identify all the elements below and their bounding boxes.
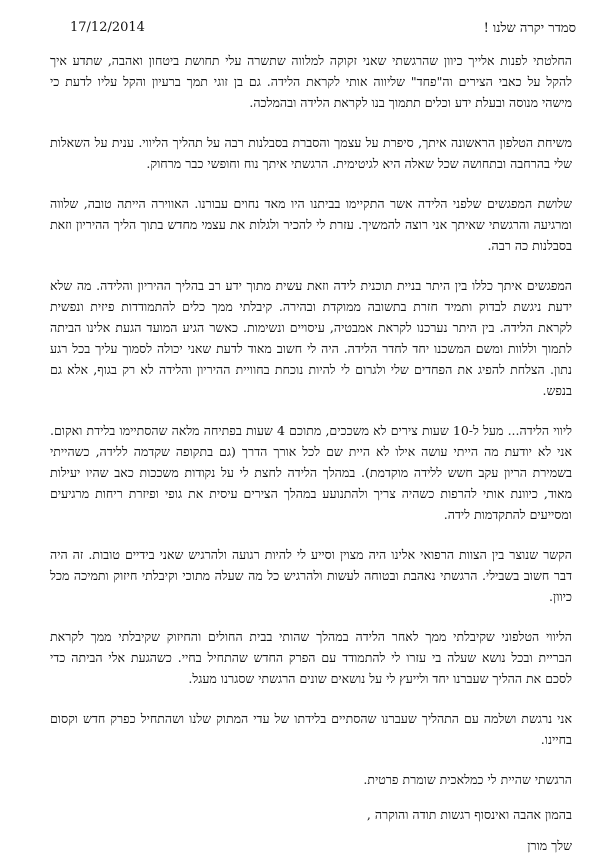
paragraph-3: שלושת המפגשים שלפני הלידה אשר התקיימו בביתנו היו מאד נחוים עבורנו. האווירה הייתה טובה, שלווה ומרגיעה והרגשתי שאיתך אני רוצה להמשיך. עזרת לי להכיר ולגלות את עצמי מחדש בתוך הליך ההיריון וזאת בסבלנות כה רבה. [50,196,572,253]
letter-body [50,50,572,856]
letter-date: 17/12/2014 [70,20,145,35]
paragraph-5: ליווי הלידה... מעל ל-10 שעות צירים לא משככים, מתוכם 4 שעות בפתיחה מלאה שהסתיימו בלידת ואקום. אני לא יודעת מה הייתי עושה אילו לא היית שם לכל אורך הדרך (גם בתקופה שקדמה ללידה, כשהייתי בשמירת הריון עקב חשש ללידה מוקדמת). במהלך הלידה לחצת לי על נקודות משככות כאב שהיו יעילות מאוד, כיוונת אותי להרפות כשהיה צריך ולהתנועע במהלך הצירים עיסית את גופי ופיזרת ריחות מרגיעים ומסייעים להתקדמות לידה. [50,423,573,522]
paragraph-4: המפגשים איתך כללו בין היתר בניית תוכנית לידה וזאת עשית מתוך ידע רב בהליך ההיריון והלידה. מה שלא ידעת ניגשת לבדוק ותמיד חזרת בתשובה ממוקדת ובהירה. קיבלתי ממך כלים להתמודדות פיזית ונפשית לקראת הלידה. בין היתר נערכנו לקראת אמבטיה, עיסויים ונשימות. כאשר הגיע המועד הגעת אלינו הביתה לתמוך וללוות ומשם המשכנו יחד לחדר הלידה. היה לי חשוב מאוד לדעת שאני יכולה לסמוך עליך בכל רגע נתון. הצלחת להפיג את הפחדים שלי ולגרום לי להיות נוכחת בחוויית ההיריון והלידה לא רק בגוף, אלא גם בנפש. [50,278,572,398]
paragraph-1: החלטתי לפנות אלייך כיוון שהרגשתי שאני זקוקה למלווה שתשרה עלי תחושת ביטחון ואהבה, שתדע איך להקל על כאבי הצירים וה"פחד" שליווה אותי לקראת הלידה. גם בן זוגי תמך ברעיון והקל עליו לדעת כי מישהי מנוסה ובעלת ידע וכלים תתמוך בנו לקראת הלידה ובהמלכה. [50,53,572,110]
paragraph-9: הרגשתי שהיית לי כמלאכית שומרת פרטית. [363,772,572,787]
letter-greeting: סמדר יקרה שלנו ! [483,21,576,36]
letter-header [70,20,576,42]
paragraph-6: הקשר שנוצר בין הצוות הרפואי אלינו היה מצוין וסייע לי להיות רגועה ולהרגיש שאני בידיים טובות. זה היה דבר חשוב בשבילי. הרגשתי נאהבת ובטוחה לעשות ולהרגיש כל מה שעלה מתוכי וקיבלתי חיזוק ותמיכה מכל כיוון. [50,547,572,604]
paragraph-7: הליווי הטלפוני שקיבלתי ממך לאחר הלידה במהלך שהותי בבית החולים והחיזוק שקיבלתי ממך לקראת הבריית ובכל נושא שעלה בי עזרו לי להתמודד עם הפרק החדש שהתחיל בחיי. כשהגעת אלי הביתה כדי לסכם את ההליך שעברנו יחד ולייעץ לי על נושאים שונים הרגשתי שסגרנו מעגל. [50,629,572,686]
letter-signature: שלך מורן [527,838,572,853]
letter-closing: בהמון אהבה ואינסוף רגשות תודה והוקרה , [366,807,572,822]
paragraph-8: אני נרגשת ושלמה עם התהליך שעברנו שהסתיים בלידתו של עדי המתוק שלנו ושהתחיל כפרק חדש וקסום בחיינו. [50,711,572,747]
paragraph-2: משיחת הטלפון הראשונה איתך, סיפרת על עצמך והסברת בסבלנות רבה על תהליך הליווי. ענית על השאלות שלי בהרחבה ובתחושה שכל שאלה היא לגיטימית. הרגשתי איתך נוח וחופשי כבר מרחוק. [50,135,572,171]
